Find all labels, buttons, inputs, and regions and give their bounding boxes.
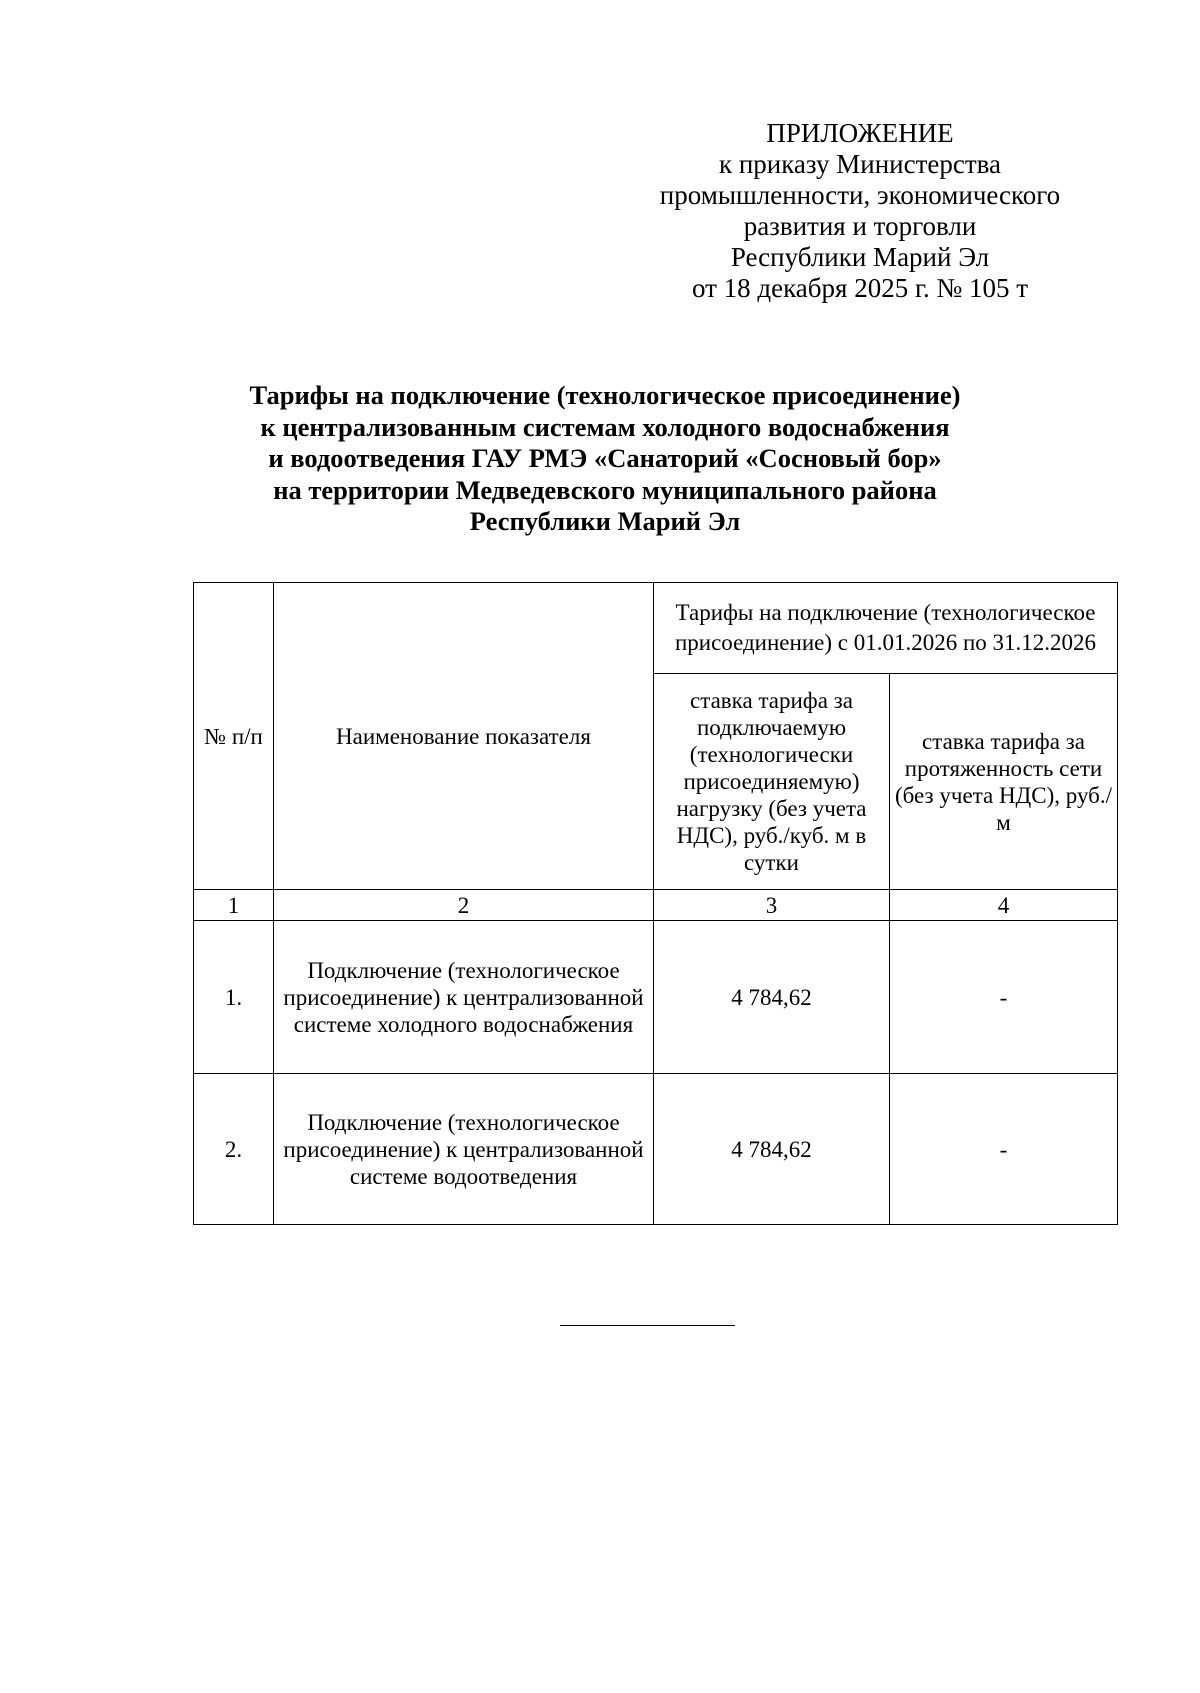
document-title (180, 380, 1030, 538)
tariffs-table (193, 582, 1118, 1225)
title-line-2: к централизованным системам холодного водоснабжения (260, 411, 950, 442)
row-rate-load: 4 784,62 (654, 921, 890, 1074)
appendix-header (640, 118, 1080, 304)
header-rate-load: ставка тарифа за подключаемую (технологически присоединяемую) нагрузку (без учета НДС), руб./куб. м в сутки (654, 674, 890, 890)
table-header-row (194, 583, 1118, 674)
title-line-3: и водоотведения ГАУ РМЭ «Санаторий «Сосновый бор» (268, 443, 942, 473)
row-rate-load: 4 784,62 (654, 1074, 890, 1225)
row-rate-length: - (890, 1074, 1118, 1225)
title-line-4: на территории Медведевского муниципального района (273, 474, 937, 505)
row-number: 2. (194, 1074, 274, 1225)
column-number: 3 (654, 890, 890, 921)
header-tariff-group: Тарифы на подключение (технологическое присоединение) с 01.01.2026 по 31.12.2026 (654, 583, 1118, 674)
row-number: 1. (194, 921, 274, 1074)
appendix-ministry-line1: промышленности, экономического (659, 180, 1061, 210)
column-number: 1 (194, 890, 274, 921)
column-numbers-row (194, 890, 1118, 921)
table-row (194, 921, 1118, 1074)
row-indicator-name: Подключение (технологическое присоединение) к централизованной системе водоотведения (274, 1074, 654, 1225)
appendix-date-number: от 18 декабря 2025 г. № 105 т (691, 273, 1029, 303)
column-number: 2 (274, 890, 654, 921)
title-line-1: Тарифы на подключение (технологическое присоединение) (249, 380, 961, 410)
closing-separator-line (560, 1325, 735, 1326)
appendix-order-ref: к приказу Министерства (718, 149, 1002, 179)
title-line-5: Республики Марий Эл (469, 506, 741, 536)
table-row (194, 1074, 1118, 1225)
appendix-label: ПРИЛОЖЕНИЕ (766, 118, 954, 148)
header-name: Наименование показателя (274, 583, 654, 890)
header-num: № п/п (194, 583, 274, 890)
row-indicator-name: Подключение (технологическое присоединение) к централизованной системе холодного водоснабжения (274, 921, 654, 1074)
appendix-republic: Республики Марий Эл (730, 242, 990, 272)
appendix-ministry-line2: развития и торговли (743, 211, 977, 241)
column-number: 4 (890, 890, 1118, 921)
row-rate-length: - (890, 921, 1118, 1074)
header-rate-length: ставка тарифа за протяженность сети (без учета НДС), руб./м (890, 674, 1118, 890)
